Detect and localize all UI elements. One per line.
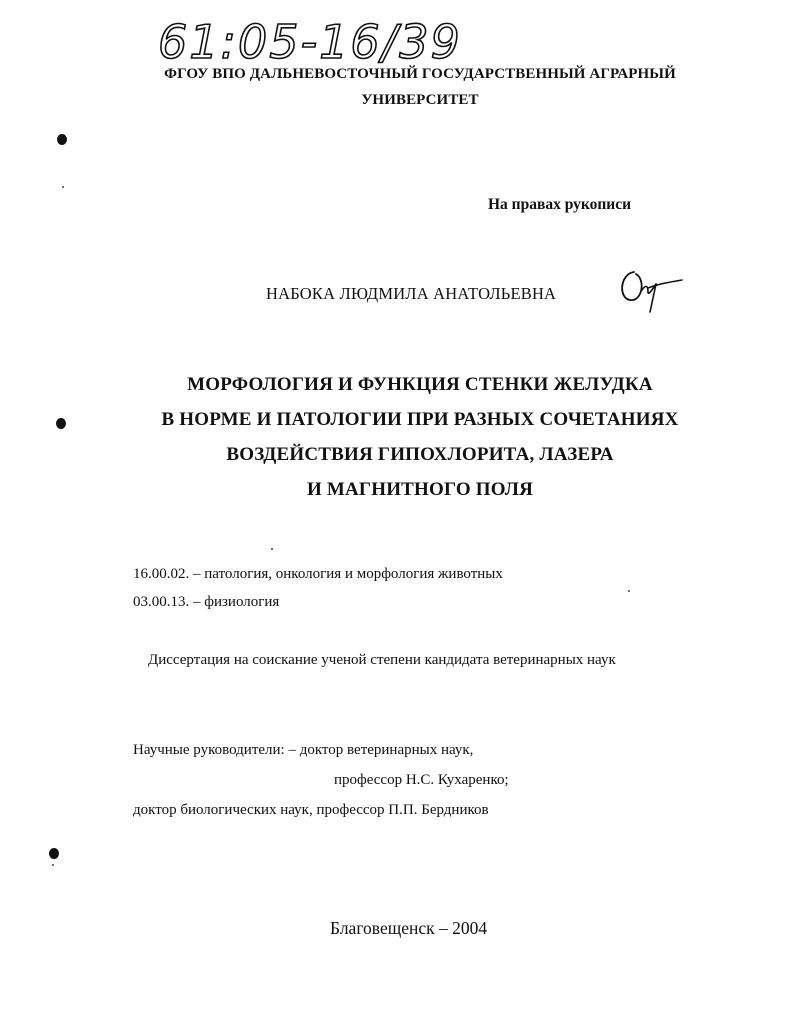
binding-mark-top [57, 134, 67, 145]
rights-notice: На правах рукописи [488, 196, 632, 213]
binding-mark-bottom [49, 848, 59, 859]
scan-speck [271, 548, 273, 550]
title-line-1: МОРФОЛОГИЯ И ФУНКЦИЯ СТЕНКИ ЖЕЛУДКА [187, 374, 653, 395]
scan-speck [62, 186, 64, 188]
title-line-4: И МАГНИТНОГО ПОЛЯ [306, 479, 534, 500]
scan-speck [52, 864, 54, 866]
handwritten-archive-number [150, 6, 490, 70]
archive-number-text: 61:05-16/39 [158, 15, 462, 69]
advisors-line-3: доктор биологических наук, профессор П.П. Бердников [133, 802, 489, 818]
author-name: НАБОКА ЛЮДМИЛА АНАТОЛЬЕВНА [266, 284, 557, 303]
advisors-line-2: профессор Н.С. Кухаренко; [334, 772, 509, 788]
institution-line-1: ФГОУ ВПО ДАЛЬНЕВОСТОЧНЫЙ ГОСУДАРСТВЕННЫЙ АГРАРНЫЙ [164, 66, 676, 82]
scan-speck [628, 590, 630, 592]
title-line-2: В НОРМЕ И ПАТОЛОГИИ ПРИ РАЗНЫХ СОЧЕТАНИЯХ [161, 409, 679, 430]
specialty-2: 03.00.13. – физиология [133, 594, 280, 610]
binding-mark-middle [56, 418, 66, 429]
author-signature [612, 262, 684, 316]
specialty-1: 16.00.02. – патология, онкология и морфология животных [133, 566, 503, 582]
institution-line-2: УНИВЕРСИТЕТ [361, 92, 479, 108]
advisors-line-1: Научные руководители: – доктор ветеринарных наук, [133, 742, 474, 758]
dissertation-title [100, 367, 740, 507]
dissertation-note: Диссертация на соискание ученой степени кандидата ветеринарных наук [148, 652, 616, 668]
title-line-3: ВОЗДЕЙСТВИЯ ГИПОХЛОРИТА, ЛАЗЕРА [226, 444, 614, 465]
city-year: Благовещенск – 2004 [330, 918, 488, 938]
